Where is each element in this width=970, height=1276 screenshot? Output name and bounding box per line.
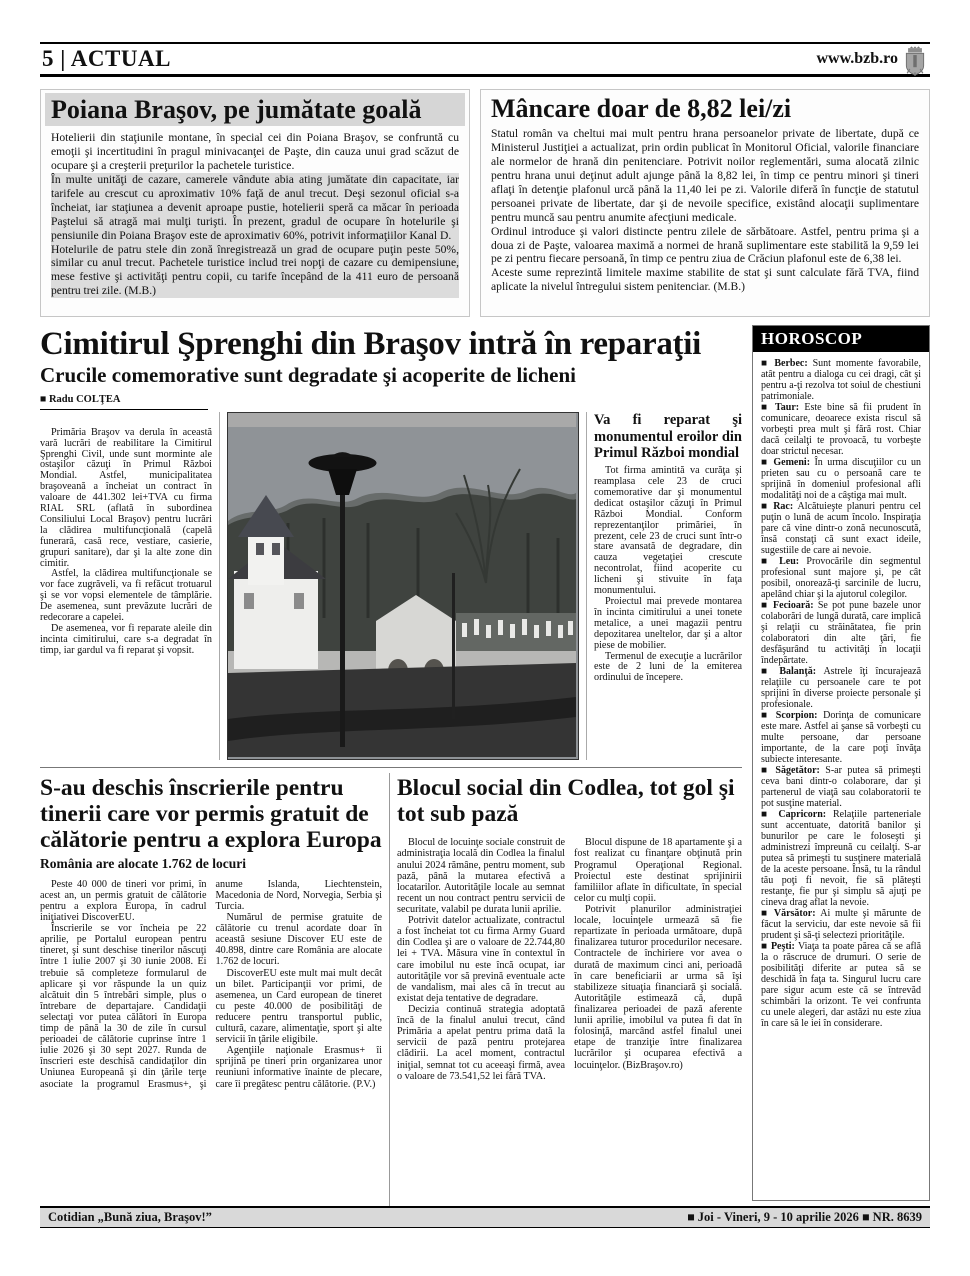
horoscope-entry: ■ Leu: Provocările din segmentul profesional sunt majore şi, pe cât posibil, onorează-ţi sarcinile de lucru, apelând chiar şi la ajutorul colegilor.	[761, 556, 921, 600]
paragraph: În multe unităţi de cazare, camerele vândute abia ating jumătate din capacitate, iar tarifele au crescut cu aproximativ 10% faţă de anul trecut. Deşi sezonul oficial s-a încheiat, iar staţiunea a devenit aproape pustie, hotelierii speră ca măcar în perioada Paştelui să atragă mai mulţi turişti. În prezent, gradul de ocupare în hotelurile şi pensiunile din Poiana Braşov este de aproximativ 60%, potrivit informaţiilor Kanal D.	[51, 173, 459, 242]
masthead	[40, 42, 930, 77]
top-articles-row	[40, 89, 930, 317]
paragraph: De asemenea, vor fi reparate aleile din incinta cimitirului, care s-a degradat în timp, iar gardul va fi reparat şi vopsit.	[40, 623, 212, 656]
paragraph: Blocul dispune de 18 apartamente şi a fost realizat cu finanţare obţinută prin Programul Operaţional Regional. Proiectul este destinat sprijinirii familiilor aflate în dificultate, în special celor cu mulţi copii.	[574, 837, 742, 904]
paragraph: Aceste sume reprezintă limitele maxime stabilite de stat şi sunt calculate fără TVA, fiind aplicate la nivelul întregului sistem penitenciar. (M.B.)	[491, 266, 919, 294]
article-title: Mâncare doar de 8,82 lei/zi	[491, 94, 792, 123]
article-body	[40, 879, 382, 1090]
paragraph: Termenul de execuţie a lucrărilor este de 2 luni de la emiterea ordinului de începere.	[594, 650, 742, 684]
horoscope-entries	[753, 352, 929, 1035]
page-section-label: 5 | ACTUAL	[42, 46, 171, 71]
horoscope-entry: ■ Gemeni: În urma discuţiilor cu un prieten sau cu o persoană care te sprijină în domeniul profesional afli modalităţi noi de a câştiga mai mult.	[761, 457, 921, 501]
horoscope-entry: ■ Balanţă: Astrele îţi încurajează relaţiile cu persoanele care te pot sprijini în diverse proiecte personale şi profesionale.	[761, 666, 922, 710]
footer-left: Cotidian „Bună ziua, Braşov!”	[48, 1210, 212, 1224]
article-title: S-au deschis înscrierile pentru tinerii care vor permis gratuit de călătorie pentru a explora Europa	[40, 774, 382, 854]
paragraph: Tot firma amintită va curăţa şi reamplasa cele 23 de cruci comemorative dar şi monumentul dedicat ostaşilor căzuţi în Primul Război Mondial. Conform reprezentanţilor primăriei, în prezent, cele 23 de cruci sunt într-o stare avansată de degradare, din cauza vegetaţiei crescute necontrolat, fiind acoperite cu licheni şi stivuite în faţa monumentului.	[594, 465, 742, 597]
column-divider	[586, 412, 587, 760]
byline: ■ Radu COLŢEA	[40, 394, 208, 410]
main-column	[40, 325, 742, 1207]
article-mancare	[480, 89, 930, 317]
paragraph: Potrivit datelor actualizate, contractul a fost încheiat tot cu firma Army Guard din Codlea şi are o valoare de 22.744,80 lei + TVA. Măsura vine în contextul în care imobilul nu este încă ocupat, iar autorităţile vor să prevină eventuale acte de vandalism, mai ales că în trecut au existat deja tentative de degradare.	[397, 915, 565, 1004]
paragraph: Proiectul mai prevede montarea în incinta cimitirului a unei tonete metalice, a unei magazii pentru depozitarea uneltelor, dar şi a altor piese de mobilier.	[594, 596, 742, 651]
horoscope-entry: ■ Scorpion: Dorinţa de comunicare este mare. Astfel ai şanse să vorbeşti cu multe persoane, dar persoane importante, de la care poţi învăţa subiecte interesante.	[761, 710, 921, 765]
paragraph: Statul român va cheltui mai mult pentru hrana persoanelor private de libertate, după ce Ministerul Justiţiei a actualizat, prin ordin publicat în Monitorul Oficial, valorile financiare ale normelor de hrană din penitenciare. Potrivit noilor reglementări, suma alocată zilnic pentru hrana unui deţinut adult ajunge până la 8,82 lei, în timp ce pentru minori şi tineri aflaţi în detenţie plafonul urcă până la 11,40 lei pe zi. Valorile diferă în funcţie de statutul persoanei private de libertate, dar şi de nevoile specifice, existând alocaţii suplimentare pentru muncă sau pentru anumite afecţiuni medicale.	[491, 127, 919, 224]
paragraph: Numărul de permise gratuite de călătorie cu trenul acordate doar în această sesiune Discover EU este de 40.898, dintre care România are alocate 1.762 de locuri.	[215, 911, 382, 968]
paragraph: Ordinul introduce şi valori distincte pentru zilele de sărbătoare. Astfel, pentru prima şi a doua zi de Paşte, valoarea maximă a normei de hrană suplimentare este stabilită la 9,59 lei pe zi pentru fiecare persoană, în timp ce pentru ziua de Crăciun plafonul este de 6,38 lei.	[491, 224, 919, 266]
article-bloc-social	[397, 773, 742, 1207]
article-poiana-brasov	[40, 89, 470, 317]
lead-headline: Cimitirul Şprenghi din Braşov intră în reparaţii	[40, 326, 701, 362]
horoscope-entry: ■ Peşti: Viaţa ta poate părea că se află la o răscruce de drumuri. O serie de posibilităţi diferite ar putea să se deschidă în faţa ta. Singurul lucru care pare sigur acum este că se întrevăd schimbări la orizont. Te vei confrunta cu unele alegeri, dar astăzi nu este ziua în care să le iei în considerare.	[761, 941, 922, 1029]
site-url: www.bzb.ro	[816, 50, 898, 67]
lead-article-col1	[40, 412, 212, 760]
horoscope-box	[752, 325, 930, 1201]
paragraph: Blocul de locuinţe sociale construit de administraţia locală din Codlea la finalul anului 2024 rămâne, pentru moment, sub pază, până la mutarea efectivă a locatarilor. Autorităţile locale au semnat recent un nou contract pentru servicii de securitate, valabil pe durata lunii aprilie.	[397, 837, 565, 915]
bzb-crest-logo	[902, 45, 928, 79]
article-body	[51, 131, 459, 298]
masthead-right	[817, 42, 929, 76]
paragraph: Astfel, la clădirea multifuncţionale se vor face zugrăveli, va fi refăcut trotuarul şi se vor vopsi elementele de tâmplărie. De asemenea, sunt prevăzute lucrări de redecorare a capelei.	[40, 568, 212, 624]
horoscope-entry: ■ Capricorn: Relaţiile parteneriale sunt accentuate, datorită banilor şi bunurilor pe care le foloseşti şi administrezi împreună cu ceilalţi. S-ar putea să primeşti tu susţinere materială de la aceste persoane. Însă, tu la rândul tău poţi fi nevoit, fie să plăteşti restanţe, fie pur şi simplu să ajuţi pe cineva drag aflat la nevoie.	[761, 809, 921, 908]
cemetery-photo	[227, 412, 579, 760]
paragraph: Înscrierile se vor încheia pe 22 aprilie, pe Portalul european pentru tineret, şi sunt deschise tinerilor născuţi între 1 iulie 2007 şi 30 iunie 2008. Ei trebuie să completeze formularul de aplicare şi vor răspunde la un quiz alcătuit din 5 întrebări simple, plus o întrebare de departajare. Candidaţii selectaţi vor putea călători în Europa timp de până la 30 de zile în cursul perioadei de călătorie cuprinse între 1 iulie 2026 şi 30 sept 2027. Runda de înscrieri este deschisă candidaţilor din Uniunea Europeană şi din ţările terţe asociate la programul Erasmus+, şi anume Islanda, Liechtenstein, Macedonia de Nord, Norvegia, Serbia şi Turcia.	[40, 878, 382, 1090]
bottom-articles-row	[40, 773, 742, 1207]
content-row	[40, 325, 930, 1207]
horoscope-title: HOROSCOP	[753, 326, 929, 352]
article-body	[491, 127, 919, 294]
horoscope-entry: ■ Fecioară: Se pot pune bazele unor colaborări de lungă durată, care implică şi relaţii cu străinătatea, fie prin colaboratori din alte ţări, fie desfăşurând tu activităţi în locaţii îndepărtate.	[761, 600, 921, 666]
paragraph: Peste 40 000 de tineri vor primi, în acest an, un permis gratuit de călătorie pentru a explora Europa, în cadrul iniţiativei DiscoverEU.	[40, 878, 207, 923]
paragraph: Decizia continuă strategia adoptată încă de la finalul anului trecut, când Primăria a apelat pentru prima dată la servicii de pază pentru protejarea clădirii. La acel moment, contractul iniţial, semnat tot cu aceeaşi firmă, avea o valoare de 73.541,52 lei fără TVA.	[397, 1003, 565, 1082]
horoscope-entry: ■ Berbec: Sunt momente favorabile, atât pentru a dialoga cu cei dragi, cât şi pentru a-ţi rezolva tot soiul de chestiuni patrimoniale.	[761, 358, 921, 402]
article-subtitle: România are alocate 1.762 de locuri	[40, 855, 246, 871]
paragraph: Agenţiile naţionale Erasmus+ îi sprijină pe tineri prin organizarea unor reuniuni informative înainte de plecare, care îi pregătesc pentru călătorie. (P.V.)	[215, 1045, 382, 1090]
lead-subtitle: Crucile comemorative sunt degradate şi acoperite de licheni	[40, 362, 576, 387]
lead-article-col3-body	[594, 466, 742, 684]
horoscope-entry: ■ Rac: Alcătuieşte planuri pentru cel puţin o lună de acum încolo. Inspiraţia pare că vine dintr-o zonă necunoscută, însă constaţi că sunt exact ideile, sugestiile de care ai nevoie.	[761, 501, 922, 556]
lead-article-subhead: Va fi reparat şi monumentul eroilor din Primul Război mondial	[594, 411, 742, 462]
paragraph: Hotelurile de patru stele din zonă înregistrează un grad de ocupare puţin peste 50%, similar cu anul trecut. Pachetele turistice includ trei nopţi de cazare cu demipensiune, mese festive şi activităţi pentru copii, cu tarife începând de la 411 euro de persoană pentru trei zile. (M.B.)	[51, 242, 459, 298]
lead-article-columns	[40, 412, 742, 760]
article-title: Poiana Braşov, pe jumătate goală	[45, 93, 465, 126]
horoscope-entry: ■ Vărsător: Ai multe şi mărunte de făcut la serviciu, dar este nevoie să fii prudent şi să-ţi selectezi priorităţile.	[761, 908, 921, 941]
paragraph: DiscoverEU este mult mai mult decât un bilet. Participanţii vor primi, de asemenea, un Card european de tineret cu peste 40.000 de posibilităţi de reducere pentru transportul public, cultură, cazare, alimentaţie, sport şi alte servicii în ţările eligibile.	[215, 967, 382, 1046]
page-footer	[40, 1206, 930, 1228]
section-divider	[40, 767, 742, 768]
lead-article-col3	[594, 412, 742, 760]
article-discover-eu	[40, 773, 382, 1207]
article-body	[397, 837, 742, 1081]
horoscope-entry: ■ Săgetător: S-ar putea să primeşti ceva bani dintr-o colaborare, dar şi partenerul de viaţă sau colaboratorii te pot susţine material.	[761, 765, 922, 809]
article-title: Blocul social din Codlea, tot gol şi tot sub pază	[397, 774, 735, 827]
footer-right: ■ Joi - Vineri, 9 - 10 aprilie 2026 ■ NR. 8639	[687, 1210, 922, 1224]
column-divider	[389, 773, 390, 1207]
paragraph: Potrivit planurilor administraţiei locale, locuinţele urmează să fie repartizate în perioada următoare, după finalizarea tuturor procedurilor necesare. Contractele de închiriere vor avea o durată de maximum cinci ani, perioadă în care beneficiarii ar urma să îşi stabilizeze situaţia financiară şi socială. Autorităţile estimează că, după finalizarea perioadei de pază aferente lunii aprilie, imobilul va putea fi dat în folosinţă, marcând astfel finalul unei etape de tranziţie între finalizarea lucrărilor şi ocuparea efectivă a locuinţelor. (BizBraşov.ro)	[574, 903, 742, 1071]
column-divider	[219, 412, 220, 760]
horoscope-entry: ■ Taur: Este bine să fii prudent în comunicare, deoarece exista riscul să vorbeşti prea mult şi fără rost. Chiar dacă ceilalţi te provoacă, tu vorbeşte doar strictul necesar.	[761, 402, 921, 457]
paragraph: Primăria Braşov va derula în această vară lucrări de reabilitare la Cimitirul Şprenghi Civil, unde sunt morminte ale ostaşilor căzuţi în Primul Război Mondial. Astfel, municipalitatea braşoveană a încheiat un contract în valoare de 441.302 lei+TVA cu firma RIAL SRL (aflată în subordinea Consiliului Local Braşov) pentru lucrări la clădirea multifuncţională (capelă funerară, casă rece, vestiare, casierie, grupuri sanitare), dar şi la alte zone din cimitir.	[40, 426, 212, 569]
paragraph: Hotelierii din staţiunile montane, în special cei din Poiana Braşov, se confruntă cu emoţii şi incertitudini în pragul minivacanţei de Paşte, din cauza unui grad scăzut de ocupare şi a creşterii preţurilor la pachetele turistice.	[51, 131, 459, 173]
